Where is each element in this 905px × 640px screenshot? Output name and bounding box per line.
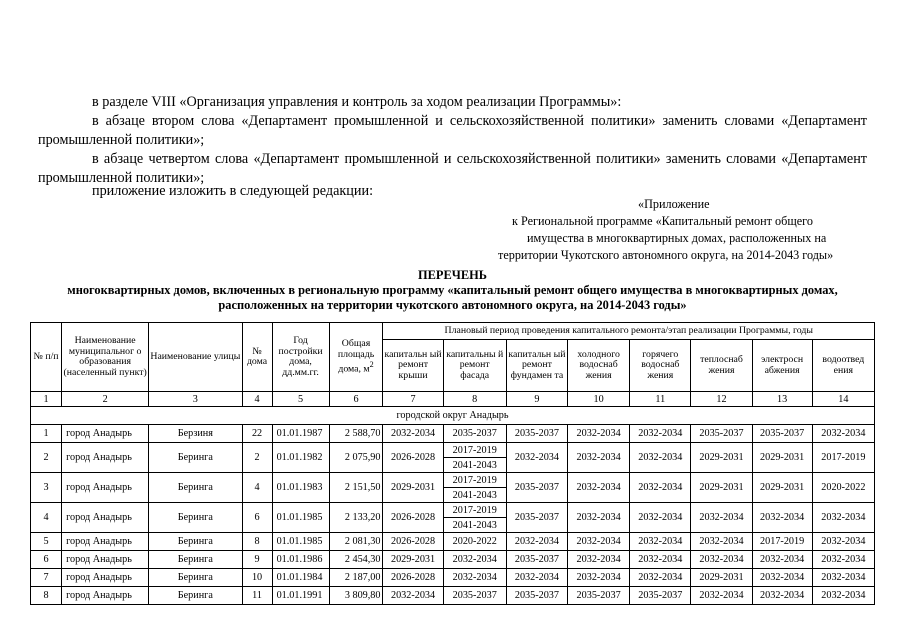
row-street: Беринга — [149, 443, 242, 473]
col-number: 4 — [242, 392, 272, 407]
row-heating: 2032-2034 — [691, 587, 752, 605]
row-street: Беринга — [149, 551, 242, 569]
row-house: 6 — [242, 503, 272, 533]
row-sewer: 2032-2034 — [812, 425, 874, 443]
district-name: городской округ Анадырь — [31, 407, 875, 425]
row-area: 2 075,90 — [329, 443, 383, 473]
row-heating: 2029-2031 — [691, 569, 752, 587]
row-date: 01.01.1982 — [272, 443, 329, 473]
table-row — [31, 533, 875, 551]
row-num: 2 — [31, 443, 62, 473]
row-street: Беринга — [149, 533, 242, 551]
header-sewer: водоотвед ения — [812, 340, 874, 392]
row-hot-water: 2032-2034 — [630, 569, 691, 587]
row-area: 2 133,20 — [329, 503, 383, 533]
row-heating: 2035-2037 — [691, 425, 752, 443]
row-cold-water: 2032-2034 — [568, 503, 630, 533]
row-date: 01.01.1984 — [272, 569, 329, 587]
paragraph-fourth-abzac: в абзаце четвертом слова «Департамент промышленной и сельскохозяйственной политики» заменить словами «Департамент промышленной политики»; — [38, 151, 867, 186]
paragraph-section-viii: в разделе VIII «Организация управления и контроль за ходом реализации Программы»: — [92, 94, 622, 110]
title-subtitle-2: расположенных на территории чукотского автономного округа, на 2014-2043 годы» — [218, 298, 687, 312]
col-number: 2 — [62, 392, 149, 407]
row-cold-water: 2032-2034 — [568, 443, 630, 473]
row-date: 01.01.1987 — [272, 425, 329, 443]
row-heating: 2032-2034 — [691, 533, 752, 551]
column-number-row — [31, 392, 875, 407]
row-sewer: 2020-2022 — [812, 473, 874, 503]
table-row — [31, 443, 875, 458]
header-area: Общая площадь дома, $м^2$ — [329, 323, 383, 392]
row-facade: 2017-2019 — [443, 503, 506, 518]
row-area: 2 454,30 — [329, 551, 383, 569]
row-electricity: 2032-2034 — [752, 551, 812, 569]
row-facade: 2041-2043 — [443, 518, 506, 533]
row-sewer: 2032-2034 — [812, 569, 874, 587]
row-house: 2 — [242, 443, 272, 473]
row-cold-water: 2032-2034 — [568, 425, 630, 443]
row-heating: 2029-2031 — [691, 473, 752, 503]
row-street: Беринга — [149, 473, 242, 503]
row-city: город Анадырь — [62, 443, 149, 473]
row-facade: 2041-2043 — [443, 458, 506, 473]
row-num: 6 — [31, 551, 62, 569]
header-street: Наименование улицы — [149, 323, 242, 392]
row-house: 9 — [242, 551, 272, 569]
row-foundation: 2035-2037 — [506, 503, 567, 533]
col-number: 7 — [383, 392, 443, 407]
row-num: 8 — [31, 587, 62, 605]
row-area: 2 187,00 — [329, 569, 383, 587]
row-num: 1 — [31, 425, 62, 443]
appendix-header — [498, 196, 860, 264]
header-house: № дома — [242, 323, 272, 392]
header-plan-period: Плановый период проведения капитального ремонта/этап реализации Программы, годы — [383, 323, 875, 340]
appendix-line-3: имущества в многоквартирных домах, расположенных на — [527, 231, 827, 245]
row-roof: 2026-2028 — [383, 569, 443, 587]
row-house: 8 — [242, 533, 272, 551]
header-foundation: капитальн ый ремонт фундамен та — [506, 340, 567, 392]
row-electricity: 2017-2019 — [752, 533, 812, 551]
row-foundation: 2032-2034 — [506, 443, 567, 473]
row-cold-water: 2035-2037 — [568, 587, 630, 605]
title-subtitle-1: многоквартирных домов, включенных в региональную программу «капитальный ремонт общего имущества в многоквартирных домах, — [67, 283, 838, 297]
row-sewer: 2017-2019 — [812, 443, 874, 473]
header-roof: капитальн ый ремонт крыши — [383, 340, 443, 392]
row-house: 11 — [242, 587, 272, 605]
document-title — [38, 268, 867, 313]
row-foundation: 2035-2037 — [506, 587, 567, 605]
row-street: Беринга — [149, 587, 242, 605]
col-number: 10 — [568, 392, 630, 407]
row-foundation: 2035-2037 — [506, 551, 567, 569]
row-sewer: 2032-2034 — [812, 533, 874, 551]
header-hot-water: горячего водоснаб жения — [630, 340, 691, 392]
row-roof: 2026-2028 — [383, 443, 443, 473]
row-electricity: 2029-2031 — [752, 473, 812, 503]
row-electricity: 2032-2034 — [752, 569, 812, 587]
header-facade: капитальны й ремонт фасада — [443, 340, 506, 392]
row-sewer: 2032-2034 — [812, 503, 874, 533]
row-heating: 2032-2034 — [691, 503, 752, 533]
row-roof: 2029-2031 — [383, 473, 443, 503]
row-date: 01.01.1983 — [272, 473, 329, 503]
col-number: 1 — [31, 392, 62, 407]
col-number: 11 — [630, 392, 691, 407]
appendix-line-2: к Региональной программе «Капитальный ремонт общего — [512, 214, 813, 228]
row-num: 7 — [31, 569, 62, 587]
row-hot-water: 2032-2034 — [630, 503, 691, 533]
row-foundation: 2035-2037 — [506, 425, 567, 443]
row-electricity: 2029-2031 — [752, 443, 812, 473]
row-electricity: 2032-2034 — [752, 503, 812, 533]
row-cold-water: 2032-2034 — [568, 569, 630, 587]
row-num: 3 — [31, 473, 62, 503]
row-facade: 2035-2037 — [443, 425, 506, 443]
row-house: 22 — [242, 425, 272, 443]
row-facade: 2032-2034 — [443, 569, 506, 587]
table-row — [31, 569, 875, 587]
col-number: 9 — [506, 392, 567, 407]
row-hot-water: 2032-2034 — [630, 533, 691, 551]
row-date: 01.01.1985 — [272, 503, 329, 533]
row-cold-water: 2032-2034 — [568, 551, 630, 569]
row-hot-water: 2032-2034 — [630, 425, 691, 443]
row-area: 2 588,70 — [329, 425, 383, 443]
col-number: 6 — [329, 392, 383, 407]
title-heading: ПЕРЕЧЕНЬ — [418, 268, 487, 282]
row-city: город Анадырь — [62, 473, 149, 503]
row-roof: 2029-2031 — [383, 551, 443, 569]
row-hot-water: 2035-2037 — [630, 587, 691, 605]
row-roof: 2032-2034 — [383, 425, 443, 443]
row-city: город Анадырь — [62, 587, 149, 605]
row-num: 5 — [31, 533, 62, 551]
row-street: Беринга — [149, 503, 242, 533]
row-area: 2 151,50 — [329, 473, 383, 503]
houses-table — [30, 322, 875, 605]
col-number: 8 — [443, 392, 506, 407]
row-cold-water: 2032-2034 — [568, 533, 630, 551]
row-facade: 2017-2019 — [443, 473, 506, 488]
row-heating: 2029-2031 — [691, 443, 752, 473]
row-hot-water: 2032-2034 — [630, 443, 691, 473]
row-date: 01.01.1991 — [272, 587, 329, 605]
row-electricity: 2035-2037 — [752, 425, 812, 443]
col-number: 14 — [812, 392, 874, 407]
row-city: город Анадырь — [62, 425, 149, 443]
paragraph-second-abzac: в абзаце втором слова «Департамент промышленной и сельскохозяйственной политики» заменить словами «Департамент промышленной политики»; — [38, 113, 867, 148]
district-row — [31, 407, 875, 425]
row-roof: 2032-2034 — [383, 587, 443, 605]
col-number: 3 — [149, 392, 242, 407]
row-area: 3 809,80 — [329, 587, 383, 605]
row-hot-water: 2032-2034 — [630, 551, 691, 569]
row-facade: 2041-2043 — [443, 488, 506, 503]
row-city: город Анадырь — [62, 533, 149, 551]
row-electricity: 2032-2034 — [752, 587, 812, 605]
row-foundation: 2035-2037 — [506, 473, 567, 503]
row-date: 01.01.1986 — [272, 551, 329, 569]
row-sewer: 2032-2034 — [812, 587, 874, 605]
row-street: Берзиня — [149, 425, 242, 443]
row-date: 01.01.1985 — [272, 533, 329, 551]
row-foundation: 2032-2034 — [506, 569, 567, 587]
row-street: Беринга — [149, 569, 242, 587]
col-number: 13 — [752, 392, 812, 407]
row-sewer: 2032-2034 — [812, 551, 874, 569]
header-heating: теплоснаб жения — [691, 340, 752, 392]
paragraph-appendix-intro: приложение изложить в следующей редакции: — [92, 183, 374, 199]
row-house: 4 — [242, 473, 272, 503]
row-foundation: 2032-2034 — [506, 533, 567, 551]
row-hot-water: 2032-2034 — [630, 473, 691, 503]
row-facade: 2017-2019 — [443, 443, 506, 458]
table-row — [31, 503, 875, 518]
header-year-built: Год постройки дома, дд.мм.гг. — [272, 323, 329, 392]
header-electricity: электросн абжения — [752, 340, 812, 392]
row-num: 4 — [31, 503, 62, 533]
row-city: город Анадырь — [62, 503, 149, 533]
header-municipality: Наименование муниципальног о образования (населенный пункт) — [62, 323, 149, 392]
table-row — [31, 551, 875, 569]
row-area: 2 081,30 — [329, 533, 383, 551]
table-row — [31, 473, 875, 488]
row-house: 10 — [242, 569, 272, 587]
row-roof: 2026-2028 — [383, 533, 443, 551]
row-facade: 2035-2037 — [443, 587, 506, 605]
row-cold-water: 2032-2034 — [568, 473, 630, 503]
row-facade: 2020-2022 — [443, 533, 506, 551]
col-number: 5 — [272, 392, 329, 407]
appendix-line-1: «Приложение — [638, 197, 710, 211]
appendix-line-4: территории Чукотского автономного округа, на 2014-2043 годы» — [498, 248, 834, 262]
row-heating: 2032-2034 — [691, 551, 752, 569]
table-row — [31, 587, 875, 605]
row-roof: 2026-2028 — [383, 503, 443, 533]
row-facade: 2032-2034 — [443, 551, 506, 569]
col-number: 12 — [691, 392, 752, 407]
header-cold-water: холодного водоснаб жения — [568, 340, 630, 392]
header-num: № п/п — [31, 323, 62, 392]
row-city: город Анадырь — [62, 569, 149, 587]
row-city: город Анадырь — [62, 551, 149, 569]
table-row — [31, 425, 875, 443]
